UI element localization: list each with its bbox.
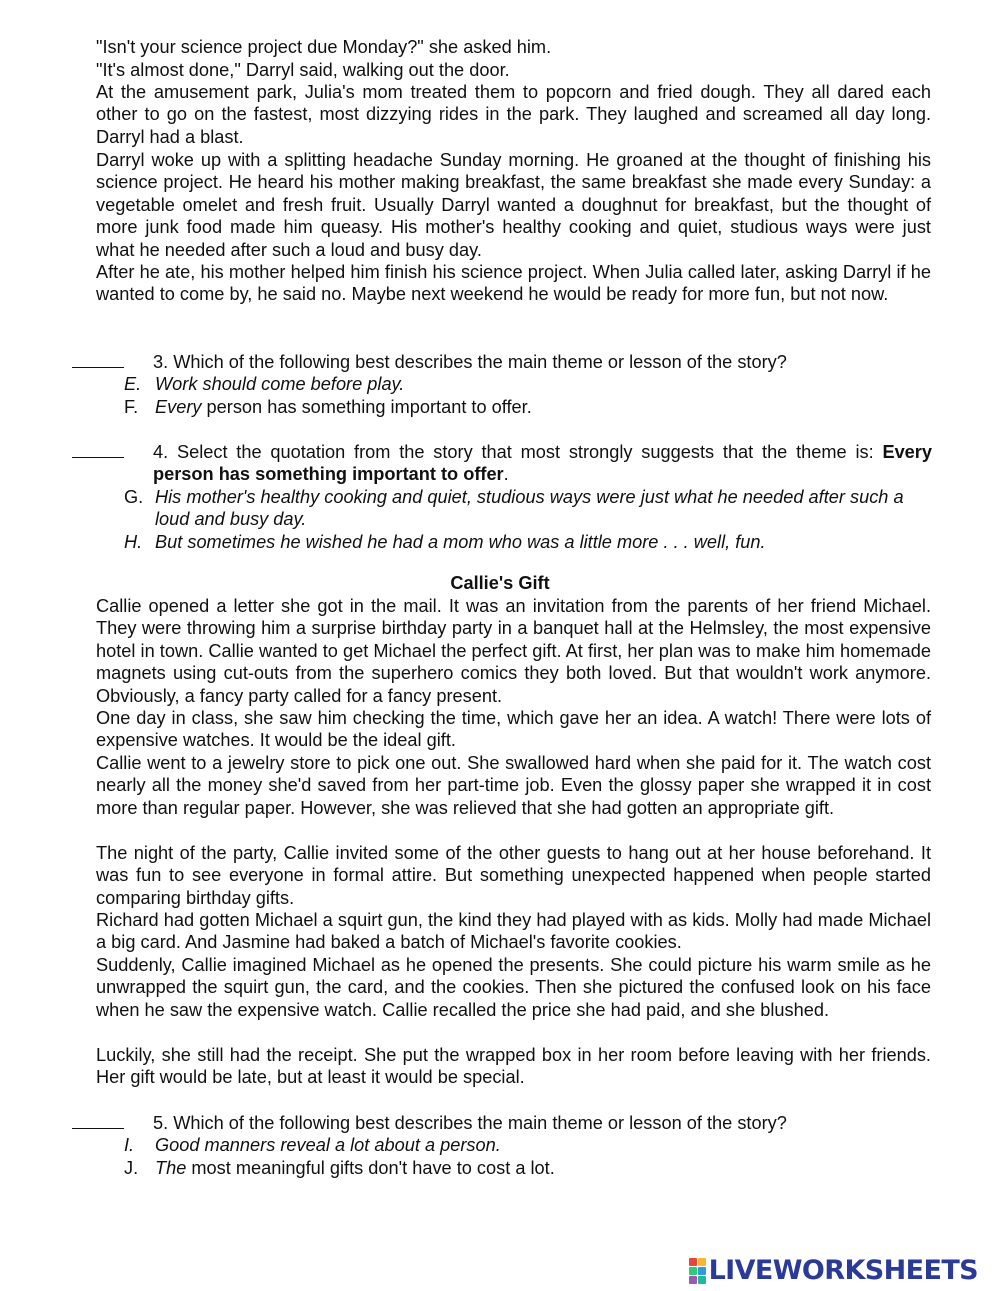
question-3 xyxy=(72,351,932,373)
story-paragraph: The night of the party, Callie invited some of the other guests to hang out at her house beforehand. It was fun to see everyone in formal attire. But something unexpected happened when people started comparing birthday gifts. xyxy=(96,843,931,908)
story-paragraph: Richard had gotten Michael a squirt gun, the kind they had played with as kids. Molly had made Michael a big card. And Jasmine had baked a batch of Michael's favorite cookies. xyxy=(96,910,931,953)
option-letter: H. xyxy=(124,532,143,552)
question-text-post: . xyxy=(503,464,509,485)
logo-square xyxy=(689,1267,697,1275)
story-paragraph: Luckily, she still had the receipt. She put the wrapped box in her room before leaving with her friends. Her gift would be late, but at least it would be special. xyxy=(96,1045,931,1088)
question-4 xyxy=(72,441,932,487)
option-letter: G. xyxy=(124,487,144,507)
story-paragraph: "Isn't your science project due Monday?" she asked him. xyxy=(96,37,552,57)
answer-blank[interactable] xyxy=(72,351,124,368)
liveworksheets-logo xyxy=(689,1255,978,1286)
option-letter: E. xyxy=(124,374,142,394)
story-paragraph: At the amusement park, Julia's mom treated them to popcorn and fried dough. They all dared each other to go on the fastest, most dizzying rides in the park. They laughed and screamed all day long. Darryl had a blast. xyxy=(96,82,931,147)
question-text xyxy=(153,441,932,486)
option-rest: person has something important to offer. xyxy=(201,397,532,417)
story-paragraph: One day in class, she saw him checking the time, which gave her an idea. A watch! There were lots of expensive watches. It would be the ideal gift. xyxy=(96,708,931,751)
logo-square xyxy=(698,1276,706,1284)
option-rest: most meaningful gifts don't have to cost a lot. xyxy=(186,1158,555,1178)
option-first-word: The xyxy=(155,1158,187,1178)
logo-text: LIVEWORKSHEETS xyxy=(708,1255,978,1286)
logo-square xyxy=(698,1267,706,1275)
option-letter: F. xyxy=(124,397,139,417)
question-5 xyxy=(72,1112,932,1134)
story-paragraph: Darryl woke up with a splitting headache Sunday morning. He groaned at the thought of finishing his science project. He heard his mother making breakfast, the same breakfast she made every Sunday: a vegetable omelet and fresh fruit. Usually Darryl wanted a doughnut for breakfast, but the thought of more junk food made him queasy. His mother's healthy cooking and quiet, studious ways were just what he needed after such a loud and busy day. xyxy=(96,150,931,260)
story-paragraph: Suddenly, Callie imagined Michael as he opened the presents. She could picture his warm smile as he unwrapped the squirt gun, the card, and the cookies. Then she pictured the confused look on his face when he saw the expensive watch. Callie recalled the price she had paid, and she blushed. xyxy=(96,955,931,1020)
option-letter: J. xyxy=(124,1158,139,1178)
question-theme-bold: Every person has something important to offer xyxy=(153,442,932,485)
question-text-pre: 4. Select the quotation from the story that most strongly suggests that the theme is: xyxy=(153,442,883,462)
story-paragraph: After he ate, his mother helped him finish his science project. When Julia called later, asking Darryl if he wanted to come by, he said no. Maybe next weekend he would be ready for more fun, but not now. xyxy=(96,262,931,305)
option-letter: I. xyxy=(124,1135,135,1155)
option-text xyxy=(155,1157,915,1179)
option-text xyxy=(155,396,915,418)
logo-icon xyxy=(689,1258,706,1284)
logo-square xyxy=(689,1258,697,1266)
story-paragraph: "It's almost done," Darryl said, walking out the door. xyxy=(96,60,510,80)
logo-square xyxy=(689,1276,697,1284)
option-first-word: Every xyxy=(155,397,202,417)
option-text: His mother's healthy cooking and quiet, studious ways were just what he needed after such a loud and busy day. xyxy=(155,487,904,530)
answer-blank[interactable] xyxy=(72,1112,124,1129)
question-text: 3. Which of the following best describes the main theme or lesson of the story? xyxy=(153,352,787,372)
story-paragraph: Callie opened a letter she got in the mail. It was an invitation from the parents of her friend Michael. They were throwing him a surprise birthday party in a banquet hall at the Helmsley, the most expensive hotel in town. Callie wanted to get Michael the perfect gift. At first, her plan was to make him homemade magnets using cut-outs from the superhero comics they both loved. But that wouldn't work anymore. Obviously, a fancy party called for a fancy present. xyxy=(96,596,931,706)
option-text: Good manners reveal a lot about a person. xyxy=(155,1135,501,1155)
answer-blank[interactable] xyxy=(72,441,124,458)
question-text: 5. Which of the following best describes the main theme or lesson of the story? xyxy=(153,1113,787,1133)
option-text: Work should come before play. xyxy=(155,374,405,394)
option-text: But sometimes he wished he had a mom who was a little more . . . well, fun. xyxy=(155,532,766,552)
logo-square xyxy=(698,1258,706,1266)
story-title: Callie's Gift xyxy=(450,573,550,593)
story-paragraph: Callie went to a jewelry store to pick one out. She swallowed hard when she paid for it. The watch cost nearly all the money she'd saved from her part-time job. Even the glossy paper she wrapped it in cost more than regular paper. However, she was relieved that she had gotten an appropriate gift. xyxy=(96,753,931,818)
